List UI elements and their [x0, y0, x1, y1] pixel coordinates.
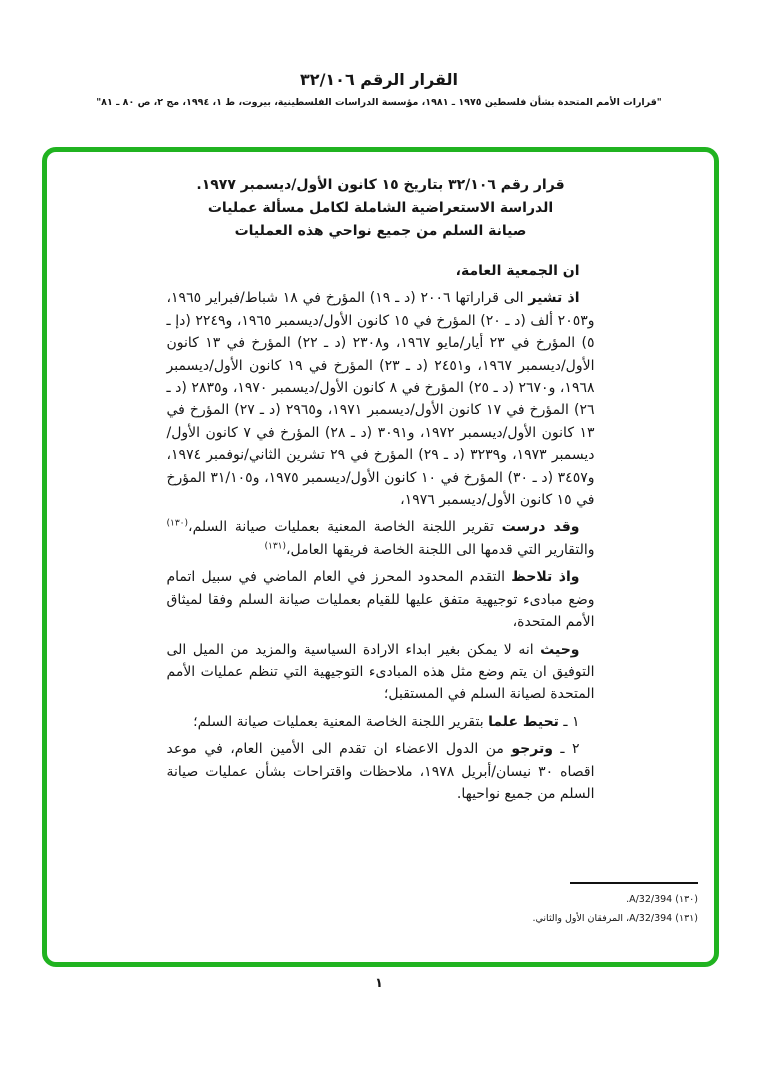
opening-phrase: ان الجمعية العامة، [455, 263, 580, 279]
noting-lead: واذ تلاحظ [511, 569, 580, 586]
paragraph-considered [167, 516, 595, 561]
page-number: ١ [375, 976, 383, 991]
footnote-130-text: A/32/394. [626, 894, 673, 905]
footnotes-block [418, 882, 698, 928]
item-1-text: بتقرير اللجنة الخاصة المعنية بعمليات صيانة السلم؛ [193, 713, 489, 730]
item-1-number: ١ ـ [558, 713, 580, 730]
footnote-131 [418, 909, 698, 928]
resolution-body [167, 174, 595, 805]
page-title: القرار الرقم ٣٢/١٠٦ [300, 70, 458, 89]
document-frame [42, 147, 719, 967]
item-2-lead: وترجو [511, 741, 553, 758]
whereas-text: انه لا يمكن بغير ابداء الارادة السياسية والمزيد من الميل الى التوفيق ان يتم وضع مثل هذه المبادىء التوجيهية التي تنظم عمليات الأمم المتحدة لصيانة السلم في المستقبل؛ [166, 641, 595, 703]
resolution-heading-line3: صيانة السلم من جميع نواحي هذه العمليات [234, 223, 527, 239]
recalling-text: الى قراراتها ٢٠٠٦ (د ـ ١٩) المؤرخ في ١٨ شباط/فبراير ١٩٦٥، و٢٠٥٣ ألف (د ـ ٢٠) المؤرخ في ١٥ كانون الأول/ديسمبر ١٩٦٥، و٢٢٤٩ (دإ ـ ٥) المؤرخ في ٢٣ أيار/مايو ١٩٦٧، و٢٣٠٨ (د ـ ٢٢) المؤرخ في ١٣ كانون الأول/ديسمبر ١٩٦٧، و٢٤٥١ (د ـ ٢٣) المؤرخ في ١٩ كانون الأول/ديسمبر ١٩٦٨، و٢٦٧٠ (د ـ ٢٥) المؤرخ في ٨ كانون الأول/ديسمبر ١٩٧٠، و٢٨٣٥ (د ـ ٢٦) المؤرخ في ١٧ كانون الأول/ديسمبر ١٩٧١، و٢٩٦٥ (د ـ ٢٧) المؤرخ في ١٣ كانون الأول/ديسمبر ١٩٧٢، و٣٠٩١ (د ـ ٢٨) المؤرخ في ٧ كانون الأول/ديسمبر ١٩٧٣، و٣٢٣٩ (د ـ ٢٩) المؤرخ في ٢٩ تشرين الثاني/نوفمبر ١٩٧٤، و٣٤٥٧ (د ـ ٣٠) المؤرخ في ١٠ كانون الأول/ديسمبر ١٩٧٥، و٣١/١٠٥ المؤرخ في ١٥ كانون الأول/ديسمبر ١٩٧٦، [166, 290, 595, 509]
footnote-separator [570, 882, 698, 884]
operative-item-1 [167, 711, 595, 733]
item-2-number: ٢ ـ [552, 741, 580, 758]
footnote-131-text: A/32/394، المرفقان الأول والثاني. [532, 913, 673, 924]
footnote-130-marker: (١٣٠) [675, 894, 698, 905]
document-header [0, 70, 758, 108]
operative-item-2 [167, 738, 595, 805]
paragraph-noting [167, 566, 595, 633]
source-citation: "قرارات الأمم المتحدة بشأن فلسطين ١٩٧٥ ـ ١٩٨١، مؤسسة الدراسات الفلسطينية، بيروت، ط ١، ١٩٩٤، مج ٢، ص ٨٠ ـ ٨١" [96, 97, 662, 108]
considered-lead: وقد درست [501, 519, 580, 536]
paragraph-recalling [167, 287, 595, 511]
recalling-lead: اذ تشير [528, 290, 580, 307]
resolution-heading-line1: قرار رقم ٣٢/١٠٦ بتاريخ ١٥ كانون الأول/ديسمبر ١٩٧٧. [196, 177, 565, 193]
paragraph-whereas [167, 639, 595, 706]
footnote-ref-130: (١٣٠) [166, 518, 189, 529]
noting-text: التقدم المحدود المحرز في العام الماضي في سبيل اتمام وضع مبادىء توجيهية متفق عليها للقيام بعمليات صيانة السلم وفقا لميثاق الأمم المتحدة، [166, 569, 595, 631]
resolution-heading-line2: الدراسة الاستعراضية الشاملة لكامل مسألة عمليات [207, 200, 554, 216]
considered-text-1: تقرير اللجنة الخاصة المعنية بعمليات صيانة السلم، [188, 519, 502, 536]
item-2-text: من الدول الاعضاء ان تقدم الى الأمين العام، في موعد اقصاه ٣٠ نيسان/أبريل ١٩٧٨، ملاحظات واقتراحات بشأن عمليات صيانة السلم من جميع نواحيها. [166, 741, 595, 802]
footnote-130 [418, 890, 698, 909]
footnote-131-marker: (١٣١) [675, 913, 698, 924]
resolution-heading [167, 174, 595, 243]
considered-text-2: والتقارير التي قدمها الى اللجنة الخاصة فريقها العامل، [286, 541, 595, 558]
whereas-lead: وحيث [540, 641, 580, 658]
footnote-ref-131: (١٣١) [264, 541, 287, 552]
item-1-lead: تحيط علما [488, 713, 559, 730]
